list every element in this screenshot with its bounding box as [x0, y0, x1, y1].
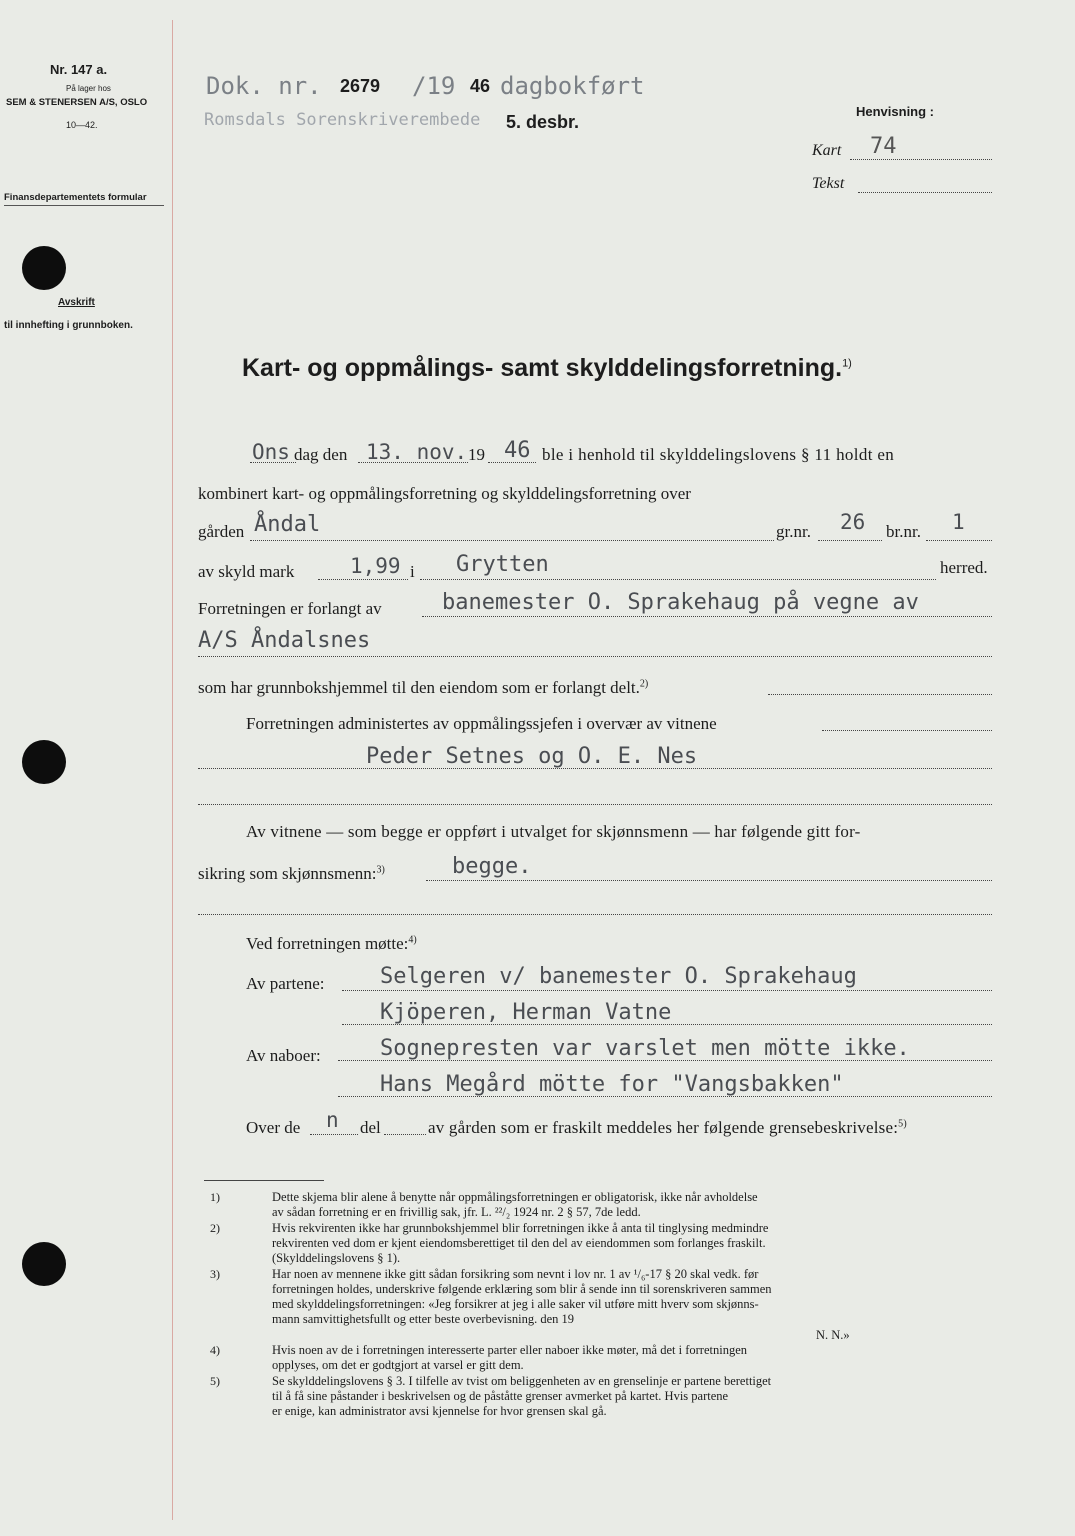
- page-title: [242, 354, 852, 383]
- requested-label: Forretningen er forlangt av: [198, 599, 382, 618]
- insurance-note: 3): [376, 864, 385, 876]
- boundary-text: [428, 1118, 907, 1138]
- administered-line: [822, 730, 992, 731]
- grunnbok-line: [768, 694, 992, 695]
- parties-value-1: Selgeren v/ banemester O. Sprakehaug: [380, 964, 857, 989]
- stamp-date: 5. desbr.: [506, 112, 580, 132]
- day-value: Ons: [252, 440, 290, 464]
- parties-line: [342, 990, 992, 991]
- attended-label: [246, 934, 417, 954]
- footnote-number: 2): [210, 1220, 220, 1235]
- grnr-line: [818, 540, 882, 541]
- dok-year-prefix: /19: [412, 72, 456, 100]
- dok-year-suffix: 46: [470, 76, 491, 96]
- footnote-number: 3): [210, 1266, 220, 1281]
- footnote-line: Se skylddelingslovens § 3. I tilfelle av tvist om beliggenheten av en grenselinje er partene berettiget: [272, 1373, 772, 1388]
- over-de-line: [310, 1134, 358, 1135]
- intro-line-2: kombinert kart- og oppmålingsforretning og skylddelingsforretning over: [198, 484, 691, 503]
- publisher-line-2: SEM & STENERSEN A/S, OSLO: [6, 97, 148, 108]
- form-origin: Finansdepartementets formular: [4, 192, 147, 203]
- attended-text: Ved forretningen møtte:: [246, 934, 409, 953]
- footnote-number: 5): [210, 1373, 220, 1388]
- garden-value: Åndal: [254, 512, 321, 537]
- stamp-office: Romsdals Sorenskriverembede: [204, 110, 481, 130]
- footnote-line: med skylddelingsforretningen: «Jeg forsikrer at jeg i alle saker vil utføre mitt hverv som skjønns-: [272, 1297, 759, 1312]
- footnote-line: Dette skjema blir alene å benytte når oppmålingsforretningen er obligatorisk, ikke når avholdelse: [272, 1190, 758, 1204]
- neighbors-label: Av naboer:: [246, 1046, 321, 1065]
- insurance-label: sikring som skjønnsmenn:: [198, 864, 377, 883]
- del-label: del: [360, 1118, 381, 1137]
- parties-value-2: Kjöperen, Herman Vatne: [380, 1000, 672, 1025]
- kart-value: 74: [870, 134, 897, 159]
- skyld-i: i: [410, 562, 415, 581]
- attended-note: 4): [408, 934, 417, 946]
- form-origin-rule: [4, 205, 164, 206]
- footnote-line: opplyses, om det er godtgjort at varsel er gitt dem.: [272, 1358, 524, 1373]
- date-value: 13. nov.: [366, 440, 468, 464]
- footnote-line: N. N.»: [816, 1327, 850, 1342]
- neighbors-value-1: Sognepresten var varslet men mötte ikke.: [380, 1036, 910, 1061]
- footnote-line: Hvis noen av de i forretningen interesserte parter eller naboer ikke møter, må det i forretningen: [272, 1343, 748, 1357]
- requested-value-2: A/S Åndalsnes: [198, 628, 371, 653]
- herred-value: Grytten: [456, 552, 549, 577]
- garden-label: gården: [198, 522, 245, 541]
- del-line: [384, 1134, 426, 1135]
- grunnbok-note: 2): [639, 678, 649, 690]
- boundary-statement: av gården som er fraskilt meddeles her følgende grensebeskrivelse:: [428, 1118, 899, 1137]
- administered-text: Forretningen administertes av oppmålingssjefen i overvær av vitnene: [246, 714, 717, 733]
- print-date: 10—42.: [66, 120, 98, 130]
- footnote-line: Har noen av mennene ikke gitt sådan forsikring som nevnt i lov nr. 1 av ¹/₆-17 § 20 skal vedk. før: [272, 1266, 759, 1281]
- tekst-label: Tekst: [812, 175, 845, 192]
- requested-line-2: [198, 656, 992, 657]
- herred-line: [420, 579, 936, 580]
- reference-heading: Henvisning :: [856, 104, 935, 119]
- punch-hole-middle: [22, 740, 66, 784]
- punch-hole-top: [22, 246, 66, 290]
- copy-note: til innhefting i grunnboken.: [4, 320, 133, 331]
- intro-rest: ble i henhold til skylddelingslovens § 11 holdt en: [542, 445, 895, 464]
- dok-status: dagbokført: [500, 72, 645, 100]
- publisher-line-1: På lager hos: [66, 84, 111, 93]
- over-de-label: Over de: [246, 1118, 301, 1137]
- insurance-line: [426, 880, 992, 881]
- witnesses-line-2: [198, 804, 992, 805]
- boundary-note: 5): [898, 1118, 907, 1130]
- year-prefix: 19: [468, 445, 485, 464]
- grnr-value: 26: [840, 510, 866, 534]
- footnote-line: mann samvittighetsfullt og etter beste overbevisning. den 19: [272, 1312, 575, 1327]
- kart-line: [850, 159, 992, 160]
- insurance-line-1: Av vitnene — som begge er oppført i utvalget for skjønnsmenn — har følgende gitt for-: [246, 822, 861, 841]
- skyld-line: [318, 579, 408, 580]
- footnote-number: 1): [210, 1190, 220, 1204]
- title-note: 1): [842, 357, 852, 370]
- parties-label: Av partene:: [246, 974, 325, 993]
- over-de-value: n: [326, 1108, 339, 1132]
- dok-label: Dok. nr.: [206, 72, 322, 100]
- garden-line: [250, 540, 774, 541]
- footnote-rule: [204, 1180, 324, 1181]
- title-text: Kart- og oppmålings- samt skylddelingsforretning.: [242, 354, 843, 382]
- brnr-line: [926, 540, 992, 541]
- grnr-label: gr.nr.: [776, 522, 811, 541]
- insurance-line-2-rule: [198, 914, 992, 915]
- skyld-value: 1,99: [350, 554, 401, 578]
- dag-den-label: dag den: [294, 445, 348, 464]
- witnesses-value: Peder Setnes og O. E. Nes: [366, 744, 698, 769]
- requested-line: [422, 616, 992, 617]
- footnote-line: (Skylddelingslovens § 1).: [272, 1251, 401, 1266]
- footnote-line: er enige, kan administrator avsi kjennelse for hvor grensen skal gå.: [272, 1404, 607, 1419]
- form-number: Nr. 147 a.: [50, 62, 108, 77]
- kart-label: Kart: [812, 142, 842, 159]
- footnote-line: Hvis rekvirenten ikke har grunnbokshjemmel blir forretningen ikke å anta til tinglysing medmindre: [272, 1220, 769, 1235]
- neighbors-value-2: Hans Megård mötte for "Vangsbakken": [380, 1072, 844, 1097]
- copy-title: Avskrift: [58, 297, 95, 308]
- footnote-line: til å få sine påstander i beskrivelsen og de påståtte grenser avmerket på kartet. Hvis partene: [272, 1388, 729, 1403]
- footnote-line: av sådan forretning er en frivillig sak, jfr. L. ²²/₂ 1924 nr. 2 § 57, 7de ledd.: [272, 1205, 641, 1220]
- dok-number: 2679: [340, 76, 381, 96]
- grunnbok-statement: som har grunnbokshjemmel til den eiendom som er forlangt delt.: [198, 678, 640, 697]
- herred-label: herred.: [940, 558, 988, 577]
- insurance-line-2: [198, 864, 385, 884]
- requested-value: banemester O. Sprakehaug på vegne av: [442, 590, 919, 615]
- insurance-value: begge.: [452, 854, 532, 879]
- brnr-label: br.nr.: [886, 522, 921, 541]
- grunnbok-text: [198, 678, 648, 698]
- skyld-label: av skyld mark: [198, 562, 295, 581]
- tekst-line: [858, 192, 992, 193]
- year-value: 46: [504, 438, 531, 463]
- brnr-value: 1: [952, 510, 965, 534]
- footnote-line: forretningen holdes, underskrive følgende erklæring som blir å sende inn til sorenskriveren sammen: [272, 1281, 772, 1296]
- margin-rule: [172, 20, 173, 1520]
- footnote-line: rekvirenten ved dom er kjent eiendomsberettiget til den del av eiendommen som forlanges fraskilt.: [272, 1235, 766, 1250]
- footnote-number: 4): [210, 1343, 220, 1357]
- punch-hole-bottom: [22, 1242, 66, 1286]
